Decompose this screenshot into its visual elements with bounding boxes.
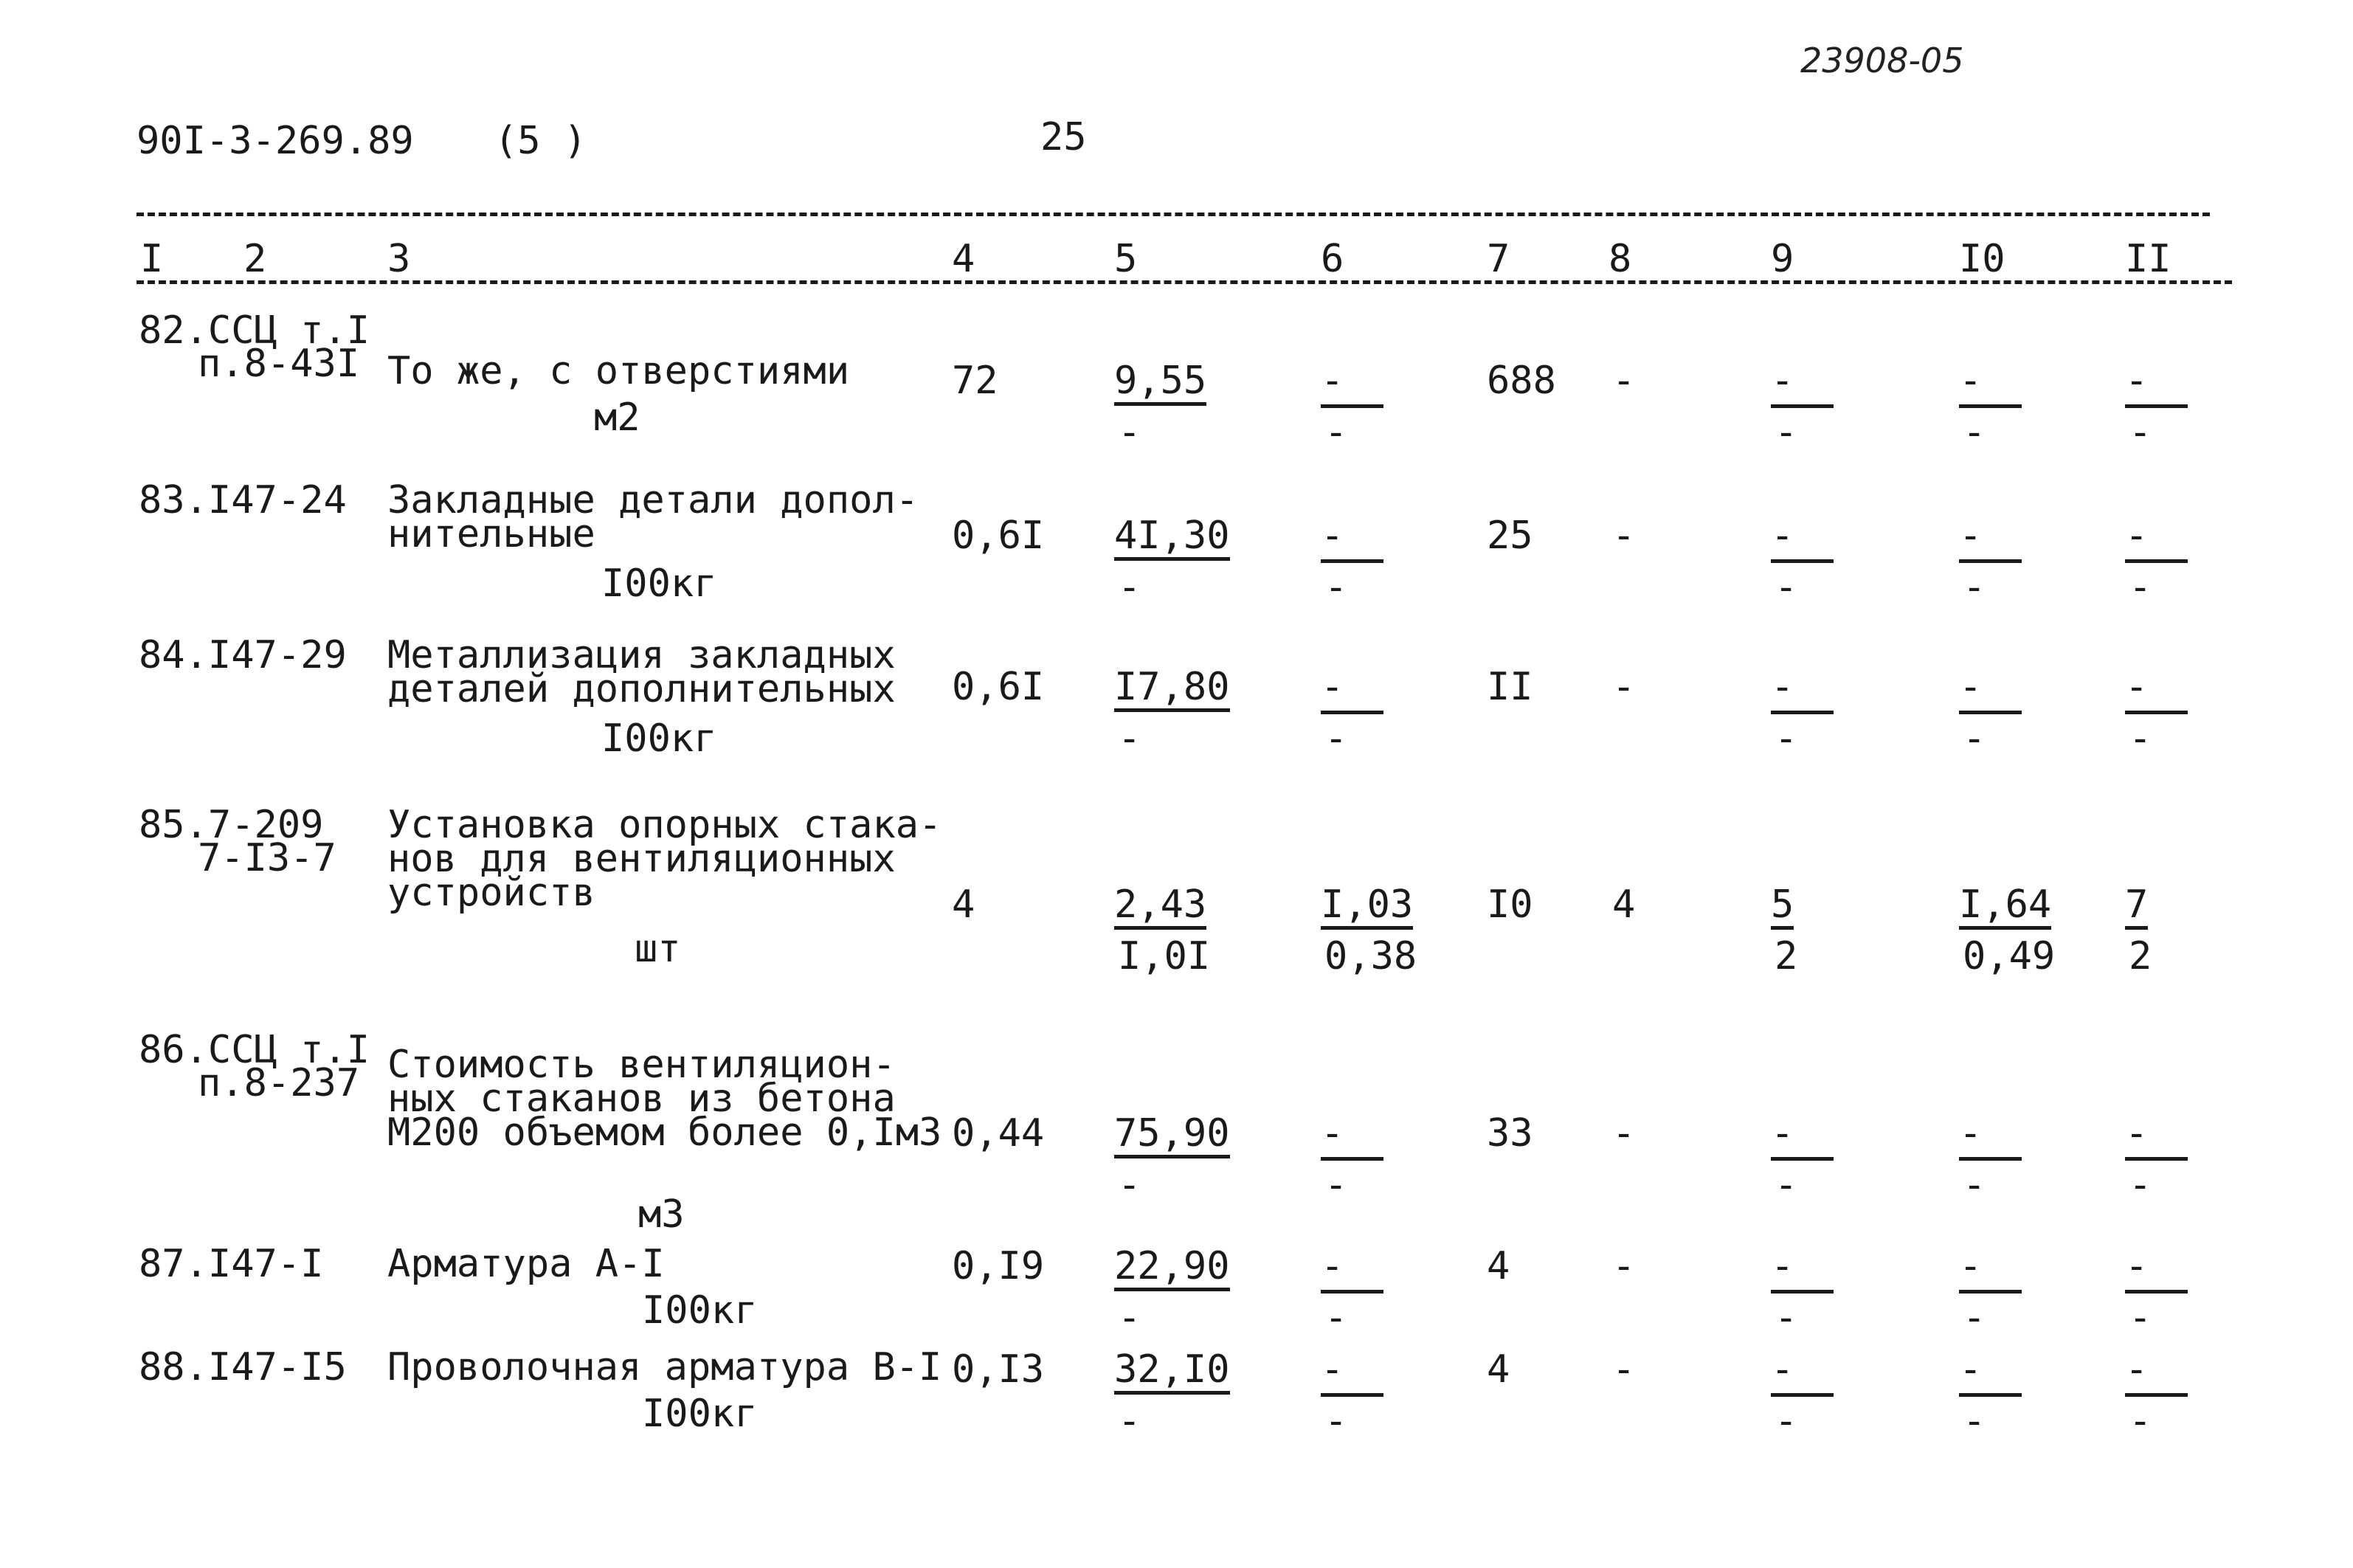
column-header-2: 2 bbox=[243, 237, 267, 281]
row-col11-bottom: - bbox=[2129, 565, 2152, 609]
doc-number: 90I-3-269.89 bbox=[137, 119, 414, 163]
row-col11-fraction-bar bbox=[2125, 404, 2188, 408]
row-code: 7-I3-7 bbox=[198, 836, 336, 880]
column-header-6: 6 bbox=[1321, 237, 1344, 281]
row-col8: - bbox=[1612, 665, 1636, 709]
row-unit: I00кг bbox=[601, 562, 717, 606]
row-code: п.8-237 bbox=[198, 1061, 360, 1105]
header-rule-bottom bbox=[137, 280, 2232, 284]
page-number: 25 bbox=[1040, 115, 1087, 159]
row-col8: - bbox=[1612, 1244, 1636, 1288]
row-col5-bottom: - bbox=[1118, 1163, 1141, 1207]
row-col10-bottom: - bbox=[1963, 1163, 1986, 1207]
row-col9-top: - bbox=[1771, 1111, 1794, 1156]
row-description: деталей дополнительных bbox=[387, 667, 896, 711]
row-col6-bottom: - bbox=[1324, 410, 1348, 455]
row-col9-top: - bbox=[1771, 514, 1794, 558]
row-col8: - bbox=[1612, 1347, 1636, 1392]
row-col5-bottom: - bbox=[1118, 716, 1141, 761]
row-col11-top: - bbox=[2125, 514, 2149, 558]
row-description: Стоимость вентиляцион- bbox=[387, 1043, 896, 1087]
row-code: 83.I47-24 bbox=[139, 478, 347, 522]
row-col10-top: - bbox=[1959, 1111, 1983, 1156]
row-col10-top: - bbox=[1959, 359, 1983, 403]
row-col5-bottom: - bbox=[1118, 410, 1141, 455]
column-header-4: 4 bbox=[952, 237, 975, 281]
row-quantity: 0,44 bbox=[952, 1111, 1045, 1156]
row-col10-fraction-bar bbox=[1959, 1290, 2022, 1294]
row-col11-top: - bbox=[2125, 1244, 2149, 1288]
doc-part: (5 ) bbox=[494, 119, 587, 163]
row-col5-bottom: - bbox=[1118, 1399, 1141, 1443]
row-col9-bottom: - bbox=[1775, 410, 1798, 455]
row-col10-top: - bbox=[1959, 665, 1983, 709]
row-code: 86.ССЦ т.I bbox=[139, 1028, 370, 1072]
row-unit: I00кг bbox=[642, 1392, 758, 1436]
row-col6-top: - bbox=[1321, 1244, 1344, 1288]
row-code: 87.I47-I bbox=[139, 1242, 324, 1286]
row-quantity: 0,I3 bbox=[952, 1347, 1045, 1392]
row-col7: 33 bbox=[1487, 1111, 1533, 1156]
row-col11-fraction-bar bbox=[2125, 1393, 2188, 1397]
column-header-1: I bbox=[140, 237, 164, 281]
row-col6-fraction-bar bbox=[1321, 559, 1383, 563]
row-col6-top: I,03 bbox=[1321, 885, 1413, 930]
row-col10-bottom: - bbox=[1963, 410, 1986, 455]
row-col9-top: - bbox=[1771, 359, 1794, 403]
row-col6-bottom: 0,38 bbox=[1324, 934, 1417, 978]
row-col11-bottom: - bbox=[2129, 1296, 2152, 1340]
row-unit: I00кг bbox=[642, 1288, 758, 1333]
column-header-10: I0 bbox=[1959, 237, 2005, 281]
row-col11-top: - bbox=[2125, 359, 2149, 403]
row-col7: 4 bbox=[1487, 1244, 1510, 1288]
row-col9-bottom: - bbox=[1775, 1163, 1798, 1207]
row-quantity: 72 bbox=[952, 359, 998, 403]
row-description: То же, с отверстиями bbox=[387, 349, 850, 393]
row-col11-fraction-bar bbox=[2125, 559, 2188, 563]
row-col6-top: - bbox=[1321, 1347, 1344, 1392]
row-col10-fraction-bar bbox=[1959, 404, 2022, 408]
column-header-11: II bbox=[2125, 237, 2171, 281]
row-col5-top: 9,55 bbox=[1114, 362, 1206, 406]
row-col10-top: - bbox=[1959, 514, 1983, 558]
row-code: 84.I47-29 bbox=[139, 633, 347, 677]
header-rule-top bbox=[137, 213, 2210, 216]
row-col11-top: 7 bbox=[2125, 885, 2148, 930]
row-code: 88.I47-I5 bbox=[139, 1345, 347, 1389]
row-unit: м3 bbox=[638, 1192, 685, 1237]
row-col6-fraction-bar bbox=[1321, 1290, 1383, 1294]
row-col6-top: - bbox=[1321, 665, 1344, 709]
row-col5-top: 22,90 bbox=[1114, 1247, 1230, 1291]
row-description: нительные bbox=[387, 512, 595, 556]
row-quantity: 0,6I bbox=[952, 514, 1045, 558]
row-col11-bottom: - bbox=[2129, 410, 2152, 455]
row-unit: м2 bbox=[594, 396, 640, 440]
row-col6-bottom: - bbox=[1324, 1399, 1348, 1443]
row-col10-top: I,64 bbox=[1959, 885, 2051, 930]
row-col10-fraction-bar bbox=[1959, 711, 2022, 714]
row-col11-fraction-bar bbox=[2125, 1157, 2188, 1161]
row-col6-top: - bbox=[1321, 1111, 1344, 1156]
row-description: Металлизация закладных bbox=[387, 633, 896, 677]
row-description: Арматура А-I bbox=[387, 1242, 665, 1286]
row-col9-top: - bbox=[1771, 665, 1794, 709]
column-header-8: 8 bbox=[1609, 237, 1632, 281]
row-col10-bottom: - bbox=[1963, 1296, 1986, 1340]
row-description: М200 объемом более 0,Iм3 bbox=[387, 1111, 942, 1155]
row-col11-top: - bbox=[2125, 665, 2149, 709]
row-col11-top: - bbox=[2125, 1347, 2149, 1392]
row-description: устройств bbox=[387, 871, 595, 915]
row-col8: - bbox=[1612, 1111, 1636, 1156]
row-col11-top: - bbox=[2125, 1111, 2149, 1156]
column-header-9: 9 bbox=[1771, 237, 1794, 281]
row-quantity: 0,6I bbox=[952, 665, 1045, 709]
row-col9-top: - bbox=[1771, 1244, 1794, 1288]
row-col6-top: - bbox=[1321, 359, 1344, 403]
row-col5-bottom: - bbox=[1118, 565, 1141, 609]
row-col11-bottom: - bbox=[2129, 1399, 2152, 1443]
row-col6-fraction-bar bbox=[1321, 1157, 1383, 1161]
row-col9-fraction-bar bbox=[1771, 1393, 1834, 1397]
column-header-5: 5 bbox=[1114, 237, 1138, 281]
row-col5-top: I7,80 bbox=[1114, 668, 1230, 712]
row-col6-bottom: - bbox=[1324, 565, 1348, 609]
row-col8: - bbox=[1612, 514, 1636, 558]
row-col6-top: - bbox=[1321, 514, 1344, 558]
row-code: п.8-43I bbox=[198, 342, 360, 386]
row-col5-top: 4I,30 bbox=[1114, 517, 1230, 561]
row-col11-bottom: - bbox=[2129, 1163, 2152, 1207]
row-col10-bottom: - bbox=[1963, 1399, 1986, 1443]
row-col5-top: 75,90 bbox=[1114, 1114, 1230, 1158]
row-col9-bottom: - bbox=[1775, 1399, 1798, 1443]
row-col11-bottom: - bbox=[2129, 716, 2152, 761]
row-col9-fraction-bar bbox=[1771, 404, 1834, 408]
row-col7: 4 bbox=[1487, 1347, 1510, 1392]
row-col9-top: 5 bbox=[1771, 885, 1794, 930]
row-col11-fraction-bar bbox=[2125, 711, 2188, 714]
row-description: ных стаканов из бетона bbox=[387, 1077, 896, 1121]
row-col6-bottom: - bbox=[1324, 716, 1348, 761]
row-col5-top: 32,I0 bbox=[1114, 1350, 1230, 1395]
row-col6-fraction-bar bbox=[1321, 711, 1383, 714]
row-col7: II bbox=[1487, 665, 1533, 709]
row-col9-bottom: - bbox=[1775, 565, 1798, 609]
row-description: нов для вентиляционных bbox=[387, 837, 896, 881]
row-col10-fraction-bar bbox=[1959, 559, 2022, 563]
row-unit: I00кг bbox=[601, 716, 717, 761]
row-description: Проволочная арматура В-I bbox=[387, 1345, 942, 1389]
row-col9-fraction-bar bbox=[1771, 1157, 1834, 1161]
row-col10-bottom: 0,49 bbox=[1963, 934, 2056, 978]
row-col10-top: - bbox=[1959, 1347, 1983, 1392]
row-col10-bottom: - bbox=[1963, 565, 1986, 609]
row-col9-bottom: - bbox=[1775, 1296, 1798, 1340]
row-col5-top: 2,43 bbox=[1114, 885, 1206, 930]
row-col8: - bbox=[1612, 359, 1636, 403]
column-header-3: 3 bbox=[387, 237, 411, 281]
row-col11-bottom: 2 bbox=[2129, 934, 2152, 978]
row-unit: шт bbox=[635, 927, 681, 971]
row-col9-fraction-bar bbox=[1771, 1290, 1834, 1294]
row-col6-bottom: - bbox=[1324, 1296, 1348, 1340]
row-col9-fraction-bar bbox=[1771, 711, 1834, 714]
row-col10-fraction-bar bbox=[1959, 1157, 2022, 1161]
row-code: 85.7-209 bbox=[139, 803, 324, 847]
row-col10-fraction-bar bbox=[1959, 1393, 2022, 1397]
column-header-7: 7 bbox=[1487, 237, 1510, 281]
handwritten-code: 23908-05 bbox=[1800, 41, 1964, 80]
row-col10-bottom: - bbox=[1963, 716, 1986, 761]
row-col5-bottom: I,0I bbox=[1118, 934, 1211, 978]
row-col9-bottom: 2 bbox=[1775, 934, 1798, 978]
row-description: Установка опорных стака- bbox=[387, 803, 942, 847]
row-col10-top: - bbox=[1959, 1244, 1983, 1288]
row-col7: 25 bbox=[1487, 514, 1533, 558]
row-col6-fraction-bar bbox=[1321, 1393, 1383, 1397]
row-col5-bottom: - bbox=[1118, 1296, 1141, 1340]
row-col6-fraction-bar bbox=[1321, 404, 1383, 408]
row-col9-fraction-bar bbox=[1771, 559, 1834, 563]
row-quantity: 0,I9 bbox=[952, 1244, 1045, 1288]
row-col6-bottom: - bbox=[1324, 1163, 1348, 1207]
row-col9-bottom: - bbox=[1775, 716, 1798, 761]
row-col11-fraction-bar bbox=[2125, 1290, 2188, 1294]
row-col8: 4 bbox=[1612, 883, 1636, 927]
row-quantity: 4 bbox=[952, 883, 975, 927]
row-col7: 688 bbox=[1487, 359, 1556, 403]
row-col7: I0 bbox=[1487, 883, 1533, 927]
row-code: 82.ССЦ т.I bbox=[139, 308, 370, 353]
row-col9-top: - bbox=[1771, 1347, 1794, 1392]
row-description: Закладные детали допол- bbox=[387, 478, 919, 522]
